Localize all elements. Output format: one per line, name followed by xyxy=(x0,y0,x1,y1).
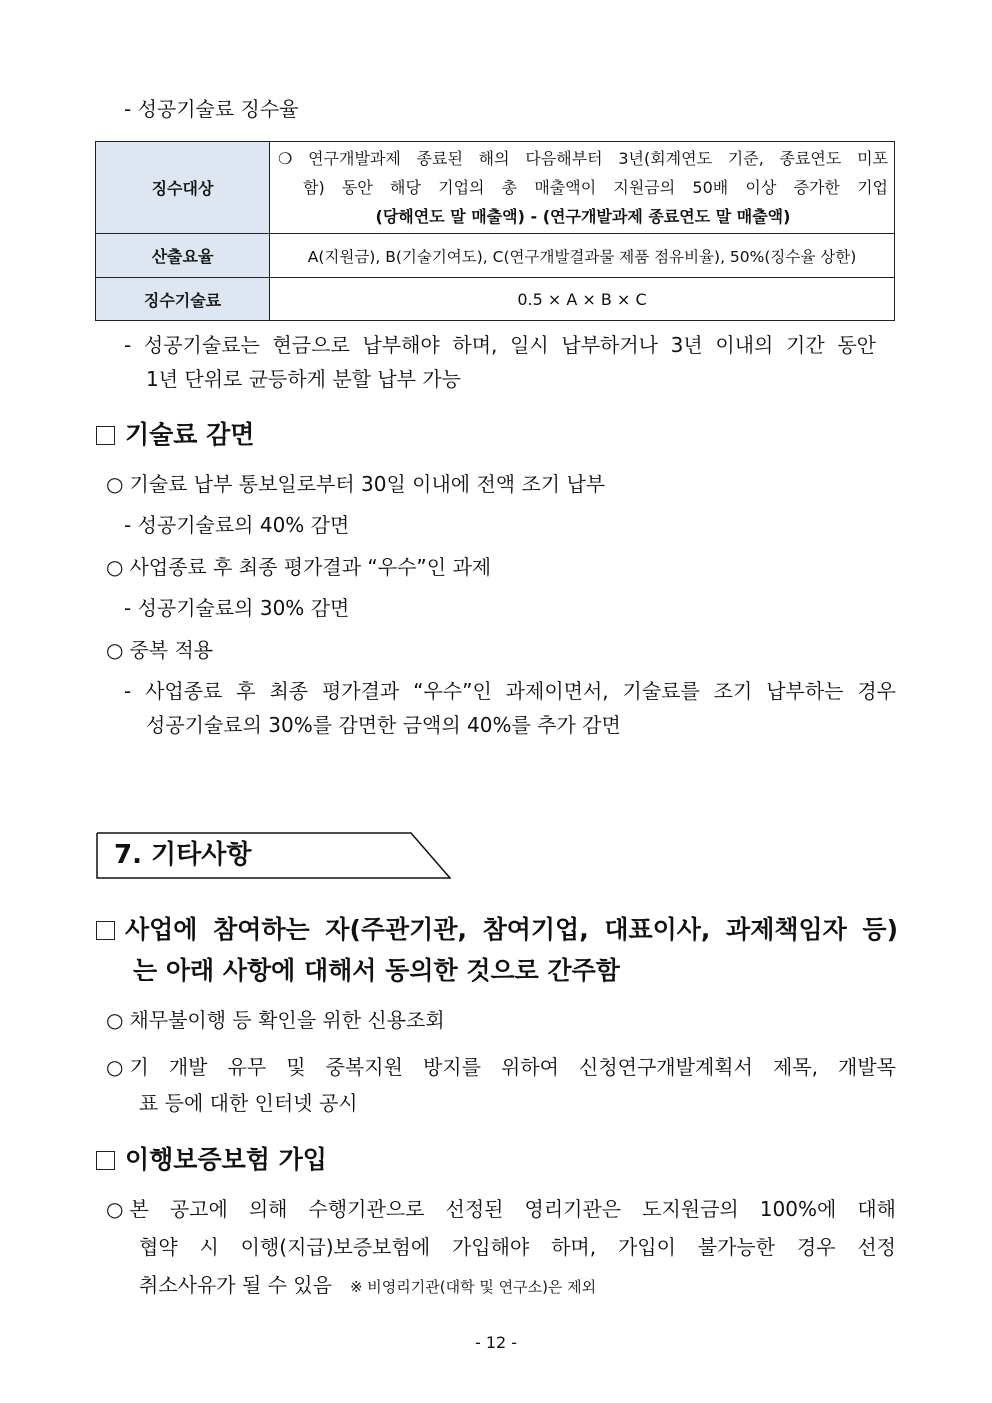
reduction-item-3-text: 중복 적용 xyxy=(129,638,214,662)
consent-item-1 xyxy=(106,1003,445,1037)
table-head-rate: 산출요율 xyxy=(96,234,270,278)
checkbox-square-icon xyxy=(96,1151,115,1170)
target-line-1: ❍ 연구개발과제 종료된 해의 다음해부터 3년(회계연도 기준, 종료연도 미포 xyxy=(278,149,888,168)
reduction-title: 기술료 감면 xyxy=(125,420,255,449)
reduction-item-3-sub: - 사업종료 후 최종 평가결과 “우수”인 과제이면서, 기술료를 조기 납부하는 경우 xyxy=(124,679,896,703)
consent-heading-line-1 xyxy=(96,910,898,950)
reduction-heading xyxy=(96,415,254,455)
reduction-item-2-text: 사업종료 후 최종 평가결과 “우수”인 과제 xyxy=(129,555,492,579)
payment-note-line-1: - 성공기술료는 현금으로 납부해야 하며, 일시 납부하거나 3년 이내의 기간 동안 xyxy=(124,333,876,357)
table-cell-fee: 0.5 × A × B × C xyxy=(270,278,895,321)
checkbox-square-icon xyxy=(96,426,115,445)
table-head-target: 징수대상 xyxy=(96,142,270,234)
checkbox-square-icon xyxy=(96,921,115,940)
page-number: - 12 - xyxy=(474,1333,518,1352)
consent-heading-line-2: 는 아래 사항에 대해서 동의한 것으로 간주함 xyxy=(133,956,620,985)
consent-item-2-line-1 xyxy=(106,1050,896,1084)
reduction-item-1 xyxy=(106,467,605,501)
reduction-item-3 xyxy=(106,633,213,667)
reduction-item-2-sub: - 성공기술료의 30% 감면 xyxy=(124,596,350,620)
insurance-title: 이행보증보험 가입 xyxy=(125,1145,327,1174)
table-row xyxy=(96,234,895,278)
circle-bullet-icon: ○ xyxy=(106,638,124,662)
section-7-title: 7. 기타사항 xyxy=(114,840,252,870)
consent-heading-text-1: 사업에 참여하는 자(주관기관, 참여기업, 대표이사, 과제책임자 등) xyxy=(125,915,898,944)
insurance-line-3 xyxy=(139,1268,596,1304)
table-cell-rate: A(지원금), B(기술기여도), C(연구개발결과물 제품 점유비율), 50%(징수율 상한) xyxy=(270,234,895,278)
reduction-item-1-text: 기술료 납부 통보일로부터 30일 이내에 전액 조기 납부 xyxy=(129,472,606,496)
reduction-item-3-sub2: 성공기술료의 30%를 감면한 금액의 40%를 추가 감면 xyxy=(146,713,621,737)
table-head-fee: 징수기술료 xyxy=(96,278,270,321)
target-formula: (당해연도 말 매출액) - (연구개발과제 종료연도 말 매출액) xyxy=(375,207,791,226)
reduction-item-1-sub: - 성공기술료의 40% 감면 xyxy=(124,513,350,537)
fee-table xyxy=(95,141,895,321)
circle-bullet-icon: ○ xyxy=(106,1055,124,1079)
section-7-title-box xyxy=(96,832,451,879)
fee-rate-header: - 성공기술료 징수율 xyxy=(124,97,299,121)
consent-item-1-text: 채무불이행 등 확인을 위한 신용조회 xyxy=(129,1008,445,1032)
consent-item-2-text-1: 기 개발 유무 및 중복지원 방지를 위하여 신청연구개발계획서 제목, 개발목 xyxy=(129,1055,896,1079)
circle-bullet-icon: ○ xyxy=(106,1008,124,1032)
insurance-heading xyxy=(96,1140,327,1180)
consent-item-2-line-2: 표 등에 대한 인터넷 공시 xyxy=(139,1091,358,1115)
table-cell-target xyxy=(270,142,895,234)
table-row xyxy=(96,278,895,321)
insurance-line-1 xyxy=(106,1192,896,1226)
insurance-text-1: 본 공고에 의해 수행기관으로 선정된 영리기관은 도지원금의 100%에 대해 xyxy=(129,1197,896,1221)
circle-bullet-icon: ○ xyxy=(106,1197,124,1221)
circle-bullet-icon: ○ xyxy=(106,555,124,579)
insurance-line-2: 협약 시 이행(지급)보증보험에 가입해야 하며, 가입이 불가능한 경우 선정 xyxy=(139,1235,896,1259)
target-line-2: 함) 동안 해당 기업의 총 매출액이 지원금의 50배 이상 증가한 기업 xyxy=(303,178,888,197)
insurance-note: ※ 비영리기관(대학 및 연구소)은 제외 xyxy=(349,1278,597,1296)
reduction-item-2 xyxy=(106,550,491,584)
insurance-text-3: 취소사유가 될 수 있음 xyxy=(139,1273,332,1297)
payment-note-line-2: 1년 단위로 균등하게 분할 납부 가능 xyxy=(146,367,461,391)
table-row xyxy=(96,142,895,234)
circle-bullet-icon: ○ xyxy=(106,472,124,496)
